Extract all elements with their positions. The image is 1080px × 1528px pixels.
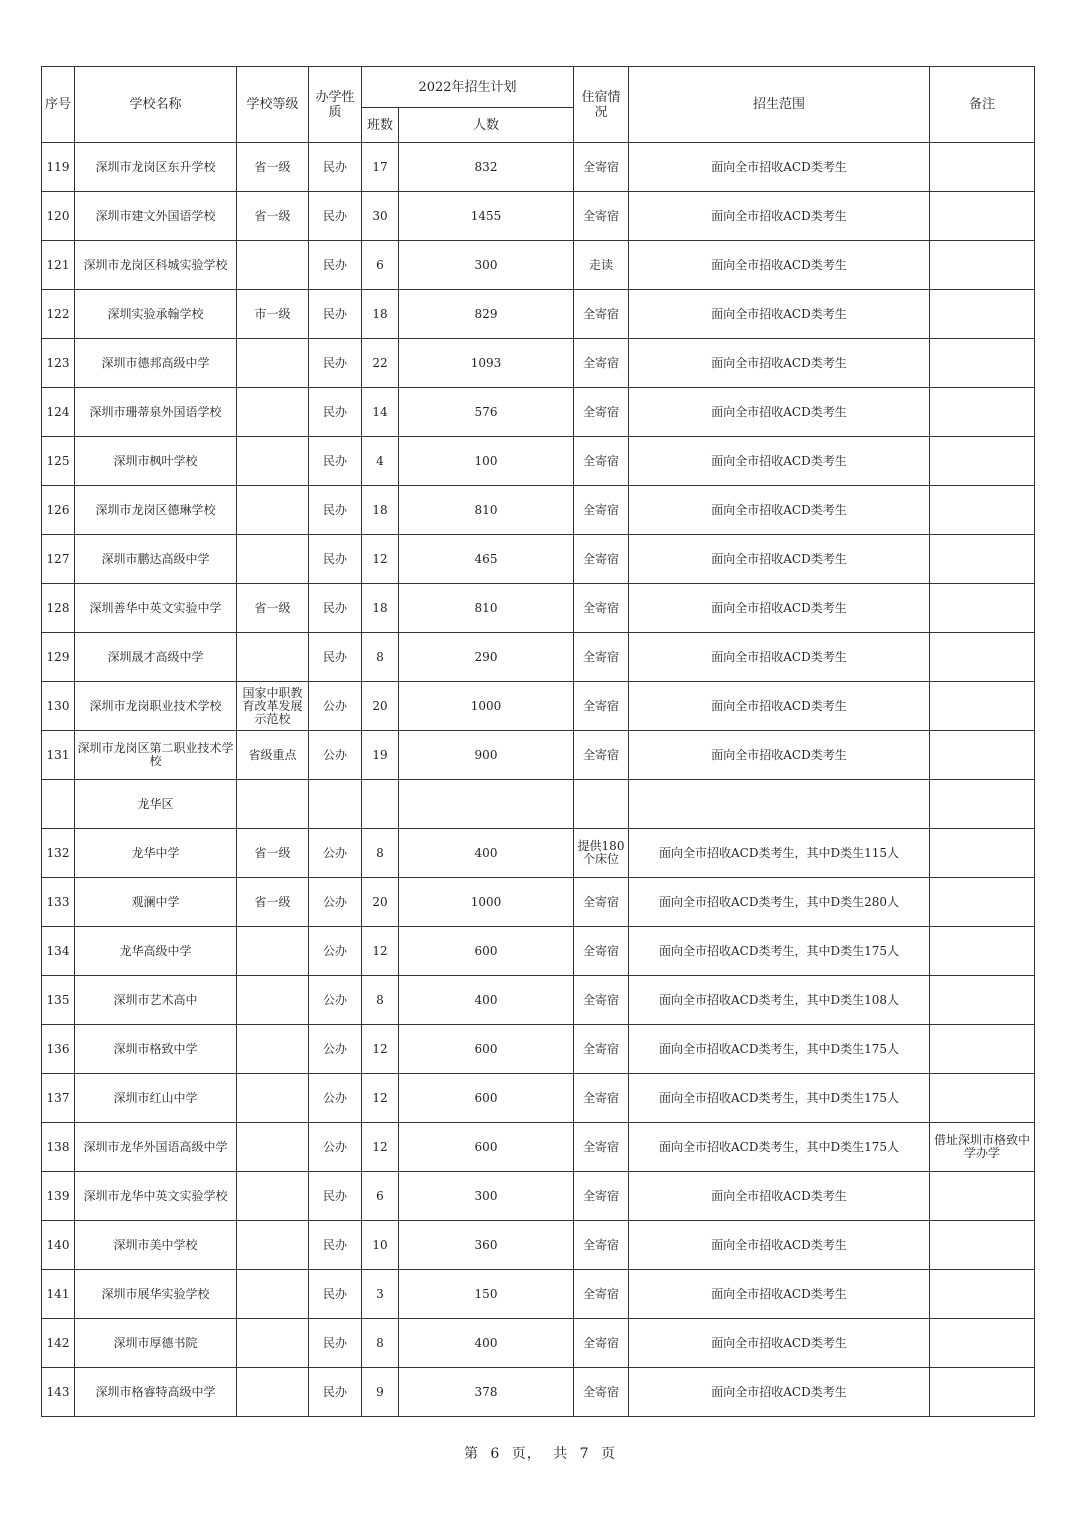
table-row xyxy=(42,290,1035,339)
cell-people: 1093 xyxy=(399,339,574,388)
cell-seq: 124 xyxy=(42,388,75,437)
table-row xyxy=(42,731,1035,780)
cell-school: 龙华中学 xyxy=(75,829,237,878)
cell-seq: 132 xyxy=(42,829,75,878)
cell-nature: 公办 xyxy=(309,927,362,976)
cell-classes: 12 xyxy=(362,927,399,976)
cell-classes: 3 xyxy=(362,1270,399,1319)
table-row xyxy=(42,1368,1035,1417)
header-row xyxy=(42,67,1035,108)
cell-classes: 10 xyxy=(362,1221,399,1270)
cell-classes: 6 xyxy=(362,1172,399,1221)
cell-classes: 14 xyxy=(362,388,399,437)
cell-seq: 123 xyxy=(42,339,75,388)
cell-dorm: 全寄宿 xyxy=(574,1270,629,1319)
table-row xyxy=(42,486,1035,535)
total-unit: 页 xyxy=(601,1446,617,1462)
cell-scope: 面向全市招收ACD类考生 xyxy=(629,584,930,633)
cell-level xyxy=(237,1123,309,1172)
cell-seq: 139 xyxy=(42,1172,75,1221)
cell-school: 深圳市德邦高级中学 xyxy=(75,339,237,388)
table-row xyxy=(42,829,1035,878)
cell-classes: 20 xyxy=(362,878,399,927)
cell-seq xyxy=(42,780,75,829)
cell-classes: 4 xyxy=(362,437,399,486)
header-level: 学校等级 xyxy=(237,67,309,143)
cell-scope: 面向全市招收ACD类考生 xyxy=(629,486,930,535)
cell-school: 深圳市枫叶学校 xyxy=(75,437,237,486)
cell-scope xyxy=(629,780,930,829)
cell-level xyxy=(237,486,309,535)
cell-nature: 民办 xyxy=(309,486,362,535)
cell-seq: 129 xyxy=(42,633,75,682)
cell-scope: 面向全市招收ACD类考生，其中D类生108人 xyxy=(629,976,930,1025)
table-row xyxy=(42,682,1035,731)
cell-classes: 19 xyxy=(362,731,399,780)
cell-school: 深圳市珊蒂泉外国语学校 xyxy=(75,388,237,437)
header-seq: 序号 xyxy=(42,67,75,143)
cell-people: 810 xyxy=(399,584,574,633)
cell-scope: 面向全市招收ACD类考生 xyxy=(629,682,930,731)
cell-classes: 8 xyxy=(362,976,399,1025)
cell-seq: 134 xyxy=(42,927,75,976)
cell-level xyxy=(237,1319,309,1368)
cell-level: 省一级 xyxy=(237,192,309,241)
cell-dorm: 全寄宿 xyxy=(574,976,629,1025)
cell-nature: 民办 xyxy=(309,633,362,682)
cell-school: 龙华区 xyxy=(75,780,237,829)
total-pages: 7 xyxy=(579,1446,590,1462)
cell-nature: 公办 xyxy=(309,731,362,780)
cell-people: 576 xyxy=(399,388,574,437)
cell-level: 省一级 xyxy=(237,878,309,927)
cell-seq: 133 xyxy=(42,878,75,927)
cell-level xyxy=(237,437,309,486)
cell-seq: 121 xyxy=(42,241,75,290)
table-row xyxy=(42,437,1035,486)
cell-dorm: 全寄宿 xyxy=(574,143,629,192)
cell-dorm: 全寄宿 xyxy=(574,1123,629,1172)
cell-classes: 6 xyxy=(362,241,399,290)
cell-people: 832 xyxy=(399,143,574,192)
cell-scope: 面向全市招收ACD类考生 xyxy=(629,1368,930,1417)
cell-classes: 8 xyxy=(362,633,399,682)
table-row xyxy=(42,339,1035,388)
cell-school: 深圳实验承翰学校 xyxy=(75,290,237,339)
cell-school: 深圳市龙华外国语高级中学 xyxy=(75,1123,237,1172)
cell-level: 省一级 xyxy=(237,584,309,633)
cell-dorm: 全寄宿 xyxy=(574,290,629,339)
cell-dorm: 全寄宿 xyxy=(574,535,629,584)
cell-people: 465 xyxy=(399,535,574,584)
table-row xyxy=(42,1074,1035,1123)
cell-seq: 131 xyxy=(42,731,75,780)
cell-school: 龙华高级中学 xyxy=(75,927,237,976)
header-note: 备注 xyxy=(930,67,1035,143)
cell-school: 深圳市格致中学 xyxy=(75,1025,237,1074)
page-label: 第 xyxy=(463,1446,479,1462)
cell-nature: 公办 xyxy=(309,829,362,878)
cell-people: 900 xyxy=(399,731,574,780)
cell-level xyxy=(237,1172,309,1221)
cell-people: 1000 xyxy=(399,878,574,927)
cell-school: 深圳市艺术高中 xyxy=(75,976,237,1025)
cell-dorm: 全寄宿 xyxy=(574,878,629,927)
cell-note xyxy=(930,192,1035,241)
cell-dorm: 全寄宿 xyxy=(574,682,629,731)
cell-seq: 127 xyxy=(42,535,75,584)
cell-classes: 8 xyxy=(362,1319,399,1368)
cell-level xyxy=(237,780,309,829)
table-row xyxy=(42,1025,1035,1074)
cell-note xyxy=(930,731,1035,780)
cell-seq: 119 xyxy=(42,143,75,192)
cell-note xyxy=(930,437,1035,486)
table-body xyxy=(42,143,1035,1417)
table-row xyxy=(42,388,1035,437)
cell-dorm: 全寄宿 xyxy=(574,633,629,682)
cell-dorm: 全寄宿 xyxy=(574,388,629,437)
cell-seq: 140 xyxy=(42,1221,75,1270)
cell-scope: 面向全市招收ACD类考生 xyxy=(629,241,930,290)
cell-note xyxy=(930,780,1035,829)
cell-note xyxy=(930,1221,1035,1270)
cell-seq: 138 xyxy=(42,1123,75,1172)
cell-dorm xyxy=(574,780,629,829)
cell-classes: 20 xyxy=(362,682,399,731)
table-row xyxy=(42,241,1035,290)
cell-scope: 面向全市招收ACD类考生，其中D类生175人 xyxy=(629,927,930,976)
cell-nature: 民办 xyxy=(309,1368,362,1417)
cell-nature: 民办 xyxy=(309,339,362,388)
cell-people: 300 xyxy=(399,241,574,290)
cell-nature: 民办 xyxy=(309,388,362,437)
cell-note xyxy=(930,290,1035,339)
cell-seq: 122 xyxy=(42,290,75,339)
cell-people: 400 xyxy=(399,976,574,1025)
cell-people: 400 xyxy=(399,829,574,878)
cell-classes: 12 xyxy=(362,1074,399,1123)
page-footer xyxy=(0,1443,1080,1463)
cell-level xyxy=(237,927,309,976)
cell-people: 1000 xyxy=(399,682,574,731)
table-row xyxy=(42,878,1035,927)
table-row xyxy=(42,1172,1035,1221)
cell-dorm: 提供180个床位 xyxy=(574,829,629,878)
cell-level xyxy=(237,241,309,290)
cell-nature: 民办 xyxy=(309,290,362,339)
cell-classes: 30 xyxy=(362,192,399,241)
cell-level xyxy=(237,1368,309,1417)
cell-people: 600 xyxy=(399,1123,574,1172)
table-row xyxy=(42,584,1035,633)
cell-school: 深圳市龙岗区德琳学校 xyxy=(75,486,237,535)
cell-dorm: 全寄宿 xyxy=(574,1221,629,1270)
cell-note xyxy=(930,388,1035,437)
cell-people: 100 xyxy=(399,437,574,486)
cell-nature: 公办 xyxy=(309,1123,362,1172)
cell-seq: 128 xyxy=(42,584,75,633)
table-row xyxy=(42,633,1035,682)
cell-note xyxy=(930,584,1035,633)
cell-classes: 18 xyxy=(362,290,399,339)
cell-classes: 22 xyxy=(362,339,399,388)
table-row xyxy=(42,192,1035,241)
cell-nature: 民办 xyxy=(309,584,362,633)
cell-note xyxy=(930,1025,1035,1074)
cell-level xyxy=(237,388,309,437)
cell-note xyxy=(930,1172,1035,1221)
cell-dorm: 全寄宿 xyxy=(574,1074,629,1123)
cell-classes: 12 xyxy=(362,1025,399,1074)
table-row xyxy=(42,143,1035,192)
header-plan: 2022年招生计划 xyxy=(362,67,574,108)
cell-people: 150 xyxy=(399,1270,574,1319)
cell-level xyxy=(237,339,309,388)
cell-classes: 12 xyxy=(362,535,399,584)
cell-dorm: 全寄宿 xyxy=(574,1025,629,1074)
cell-nature: 公办 xyxy=(309,976,362,1025)
cell-school: 深圳市厚德书院 xyxy=(75,1319,237,1368)
table-row xyxy=(42,927,1035,976)
cell-scope: 面向全市招收ACD类考生，其中D类生175人 xyxy=(629,1025,930,1074)
cell-dorm: 全寄宿 xyxy=(574,731,629,780)
cell-people: 600 xyxy=(399,1074,574,1123)
cell-nature: 民办 xyxy=(309,1172,362,1221)
cell-scope: 面向全市招收ACD类考生 xyxy=(629,339,930,388)
section-row xyxy=(42,780,1035,829)
cell-note xyxy=(930,976,1035,1025)
cell-note xyxy=(930,1270,1035,1319)
cell-people: 1455 xyxy=(399,192,574,241)
cell-level: 省级重点 xyxy=(237,731,309,780)
cell-level: 国家中职教育改革发展示范校 xyxy=(237,682,309,731)
cell-nature: 公办 xyxy=(309,1074,362,1123)
cell-dorm: 全寄宿 xyxy=(574,1368,629,1417)
cell-note xyxy=(930,339,1035,388)
cell-seq: 120 xyxy=(42,192,75,241)
cell-classes: 8 xyxy=(362,829,399,878)
cell-people: 810 xyxy=(399,486,574,535)
cell-nature xyxy=(309,780,362,829)
cell-note xyxy=(930,486,1035,535)
cell-school: 深圳市美中学校 xyxy=(75,1221,237,1270)
table-row xyxy=(42,535,1035,584)
cell-note xyxy=(930,1074,1035,1123)
header-dorm: 住宿情况 xyxy=(574,67,629,143)
cell-people: 400 xyxy=(399,1319,574,1368)
cell-nature: 公办 xyxy=(309,878,362,927)
cell-note xyxy=(930,682,1035,731)
cell-seq: 137 xyxy=(42,1074,75,1123)
cell-note xyxy=(930,829,1035,878)
cell-school: 深圳善华中英文实验中学 xyxy=(75,584,237,633)
cell-scope: 面向全市招收ACD类考生 xyxy=(629,731,930,780)
header-nature: 办学性质 xyxy=(309,67,362,143)
cell-scope: 面向全市招收ACD类考生 xyxy=(629,1221,930,1270)
cell-people: 829 xyxy=(399,290,574,339)
cell-nature: 民办 xyxy=(309,1221,362,1270)
cell-classes: 17 xyxy=(362,143,399,192)
cell-nature: 公办 xyxy=(309,682,362,731)
cell-seq: 136 xyxy=(42,1025,75,1074)
cell-people: 300 xyxy=(399,1172,574,1221)
cell-classes xyxy=(362,780,399,829)
cell-scope: 面向全市招收ACD类考生 xyxy=(629,143,930,192)
cell-note xyxy=(930,633,1035,682)
page-number: 6 xyxy=(490,1446,501,1462)
cell-classes: 18 xyxy=(362,584,399,633)
cell-school: 深圳市龙华中英文实验学校 xyxy=(75,1172,237,1221)
cell-seq: 126 xyxy=(42,486,75,535)
cell-scope: 面向全市招收ACD类考生，其中D类生175人 xyxy=(629,1074,930,1123)
cell-school: 深圳市展华实验学校 xyxy=(75,1270,237,1319)
cell-seq: 141 xyxy=(42,1270,75,1319)
cell-school: 深圳市龙岗区东升学校 xyxy=(75,143,237,192)
cell-seq: 143 xyxy=(42,1368,75,1417)
cell-level xyxy=(237,976,309,1025)
cell-scope: 面向全市招收ACD类考生 xyxy=(629,1270,930,1319)
cell-dorm: 全寄宿 xyxy=(574,927,629,976)
cell-school: 深圳市格睿特高级中学 xyxy=(75,1368,237,1417)
cell-note xyxy=(930,241,1035,290)
cell-people xyxy=(399,780,574,829)
cell-note xyxy=(930,878,1035,927)
cell-people: 600 xyxy=(399,1025,574,1074)
table-row xyxy=(42,1123,1035,1172)
cell-school: 深圳市鹏达高级中学 xyxy=(75,535,237,584)
cell-dorm: 走读 xyxy=(574,241,629,290)
cell-school: 深圳市建文外国语学校 xyxy=(75,192,237,241)
cell-level xyxy=(237,1270,309,1319)
cell-school: 深圳市龙岗区第二职业技术学校 xyxy=(75,731,237,780)
cell-classes: 9 xyxy=(362,1368,399,1417)
cell-people: 600 xyxy=(399,927,574,976)
cell-classes: 12 xyxy=(362,1123,399,1172)
cell-dorm: 全寄宿 xyxy=(574,1319,629,1368)
table-row xyxy=(42,1221,1035,1270)
cell-people: 360 xyxy=(399,1221,574,1270)
cell-nature: 公办 xyxy=(309,1025,362,1074)
enrollment-table xyxy=(41,66,1035,1417)
cell-scope: 面向全市招收ACD类考生 xyxy=(629,437,930,486)
cell-note xyxy=(930,1368,1035,1417)
cell-nature: 民办 xyxy=(309,437,362,486)
page-unit: 页， xyxy=(511,1446,542,1462)
cell-level xyxy=(237,1025,309,1074)
table-row xyxy=(42,1319,1035,1368)
cell-scope: 面向全市招收ACD类考生 xyxy=(629,535,930,584)
cell-scope: 面向全市招收ACD类考生 xyxy=(629,1319,930,1368)
cell-level: 市一级 xyxy=(237,290,309,339)
header-people: 人数 xyxy=(399,108,574,143)
cell-level xyxy=(237,1074,309,1123)
cell-scope: 面向全市招收ACD类考生 xyxy=(629,633,930,682)
cell-dorm: 全寄宿 xyxy=(574,486,629,535)
cell-dorm: 全寄宿 xyxy=(574,437,629,486)
cell-school: 深圳市龙岗职业技术学校 xyxy=(75,682,237,731)
cell-seq: 130 xyxy=(42,682,75,731)
cell-seq: 142 xyxy=(42,1319,75,1368)
cell-note xyxy=(930,535,1035,584)
cell-scope: 面向全市招收ACD类考生 xyxy=(629,290,930,339)
cell-note: 借址深圳市格致中学办学 xyxy=(930,1123,1035,1172)
cell-people: 378 xyxy=(399,1368,574,1417)
cell-school: 深圳市红山中学 xyxy=(75,1074,237,1123)
cell-dorm: 全寄宿 xyxy=(574,1172,629,1221)
cell-level xyxy=(237,1221,309,1270)
cell-level: 省一级 xyxy=(237,143,309,192)
cell-level: 省一级 xyxy=(237,829,309,878)
cell-seq: 135 xyxy=(42,976,75,1025)
cell-note xyxy=(930,1319,1035,1368)
cell-school: 观澜中学 xyxy=(75,878,237,927)
table-row xyxy=(42,976,1035,1025)
cell-nature: 民办 xyxy=(309,192,362,241)
cell-dorm: 全寄宿 xyxy=(574,339,629,388)
header-scope: 招生范围 xyxy=(629,67,930,143)
cell-scope: 面向全市招收ACD类考生 xyxy=(629,388,930,437)
cell-dorm: 全寄宿 xyxy=(574,192,629,241)
cell-nature: 民办 xyxy=(309,241,362,290)
cell-level xyxy=(237,535,309,584)
cell-nature: 民办 xyxy=(309,535,362,584)
cell-scope: 面向全市招收ACD类考生，其中D类生175人 xyxy=(629,1123,930,1172)
cell-nature: 民办 xyxy=(309,143,362,192)
header-school: 学校名称 xyxy=(75,67,237,143)
cell-scope: 面向全市招收ACD类考生 xyxy=(629,1172,930,1221)
cell-level xyxy=(237,633,309,682)
cell-note xyxy=(930,927,1035,976)
cell-nature: 民办 xyxy=(309,1319,362,1368)
cell-scope: 面向全市招收ACD类考生 xyxy=(629,192,930,241)
total-label: 共 xyxy=(553,1446,569,1462)
cell-dorm: 全寄宿 xyxy=(574,584,629,633)
cell-school: 深圳晟才高级中学 xyxy=(75,633,237,682)
header-classes: 班数 xyxy=(362,108,399,143)
cell-note xyxy=(930,143,1035,192)
cell-seq: 125 xyxy=(42,437,75,486)
cell-people: 290 xyxy=(399,633,574,682)
cell-scope: 面向全市招收ACD类考生，其中D类生115人 xyxy=(629,829,930,878)
cell-classes: 18 xyxy=(362,486,399,535)
cell-nature: 民办 xyxy=(309,1270,362,1319)
cell-scope: 面向全市招收ACD类考生，其中D类生280人 xyxy=(629,878,930,927)
table-row xyxy=(42,1270,1035,1319)
cell-school: 深圳市龙岗区科城实验学校 xyxy=(75,241,237,290)
